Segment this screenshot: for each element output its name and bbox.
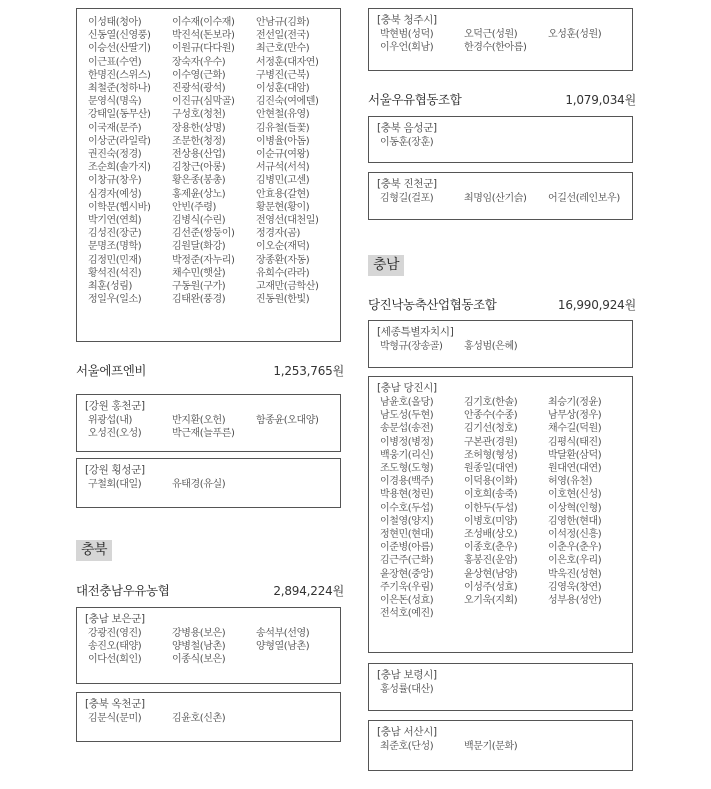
region-box-eumseong (368, 116, 633, 163)
name-entry: 이성태(청아) (88, 17, 142, 28)
name-entry: 이승선(산딸기) (88, 43, 151, 55)
name-entry: 안빈(주령) (172, 201, 217, 213)
name-entry: 김평식(태진) (548, 436, 602, 448)
company-amount: 1,253,765원 (273, 363, 344, 378)
name-entry: 김원달(화강) (172, 241, 226, 253)
region-title: [강원 홍천군] (85, 400, 145, 412)
name-entry: 송석부(선영) (256, 628, 310, 639)
name-grid (377, 136, 624, 149)
name-entry: 이은돈(성효) (380, 595, 434, 607)
name-entry: 원종일(대연) (464, 463, 518, 475)
name-entry: 박현범(성덕) (380, 29, 434, 40)
name-entry: 오성진(오성) (88, 428, 142, 440)
name-entry: 신동열(신영풍) (88, 30, 151, 42)
region-title: [충남 보은군] (85, 613, 145, 625)
name-entry: 황은종(봉총) (172, 175, 226, 187)
name-entry: 이국재(문주) (88, 122, 142, 134)
name-entry: 이창규(창우) (88, 175, 142, 187)
name-grid (377, 28, 624, 54)
name-entry: 안현철(유영) (256, 109, 310, 121)
region-box-dangjin (368, 376, 633, 653)
company-name: 서울에프엔비 (76, 363, 147, 378)
name-entry: 유희수(라라) (256, 267, 310, 279)
name-entry: 홍성률(대산) (380, 684, 434, 695)
name-entry: 이진규(심막골) (172, 96, 235, 108)
name-entry: 이호현(신성) (548, 489, 602, 501)
name-entry: 고재만(금학산) (256, 281, 319, 293)
region-badge: 충남 (368, 255, 404, 276)
name-grid (377, 192, 624, 205)
name-entry: 정일우(일소) (88, 294, 142, 306)
name-entry: 조순희(솔가지) (88, 162, 151, 174)
name-entry: 문영식(명옥) (88, 96, 142, 108)
name-entry: 안남규(김화) (256, 17, 310, 28)
name-entry: 진광석(광석) (172, 83, 226, 95)
name-entry: 황석진(석진) (88, 267, 142, 279)
company-name: 대전충남우유농협 (76, 583, 170, 598)
name-entry: 이경용(백주) (380, 476, 434, 488)
company-amount: 16,990,924원 (557, 297, 636, 312)
company-name: 서울우유협동조합 (368, 92, 462, 107)
name-grid (377, 396, 624, 620)
name-entry: 이상혁(인형) (548, 502, 602, 514)
name-entry: 백문기(문화) (464, 741, 518, 752)
name-entry: 문명조(명학) (88, 241, 142, 253)
name-entry: 채수길(덕원) (548, 423, 602, 435)
name-entry: 조성배(상오) (464, 529, 518, 541)
name-entry: 이종식(보은) (172, 654, 226, 666)
name-entry: 장숙자(우수) (172, 56, 226, 68)
name-entry: 반지환(오헌) (172, 415, 226, 426)
name-entry: 박욱진(성현) (548, 568, 602, 580)
name-entry: 강태일(동무산) (88, 109, 151, 121)
name-entry: 심경자(예성) (88, 188, 142, 200)
name-entry: 서규석(서석) (256, 162, 310, 174)
region-title: [충남 서산시] (377, 726, 437, 738)
name-entry: 김태완(풍경) (172, 294, 226, 306)
name-entry: 김창근(아롱) (172, 162, 226, 174)
region-title: [강원 횡성군] (85, 464, 145, 476)
name-grid (85, 414, 332, 440)
name-entry: 김문식(문미) (88, 713, 142, 724)
name-entry: 채수민(햇살) (172, 267, 226, 279)
name-entry: 박달환(삼덕) (548, 449, 602, 461)
company-amount: 2,894,224원 (273, 583, 344, 598)
name-entry: 전석호(예진) (380, 608, 434, 620)
name-entry: 이다선(회인) (88, 654, 142, 666)
name-entry: 권진숙(정경) (88, 149, 142, 161)
name-entry: 홍봉진(운암) (464, 555, 518, 567)
name-entry: 박용현(청린) (380, 489, 434, 501)
name-entry: 이성훈(대암) (256, 83, 310, 95)
region-box-hoengseong (76, 458, 341, 508)
name-entry: 윤장현(중앙) (380, 568, 434, 580)
region-badge: 충북 (76, 540, 112, 561)
name-entry: 최명임(산기슭) (464, 193, 527, 204)
name-entry: 이우언(회남) (380, 42, 434, 54)
region-box-seosan (368, 720, 633, 771)
name-grid (377, 683, 624, 696)
region-box-sejong (368, 320, 633, 368)
name-entry: 이철영(양지) (380, 515, 434, 527)
name-entry: 전영선(대천일) (256, 215, 319, 227)
name-grid (377, 740, 624, 753)
region-box-jincheon (368, 172, 633, 220)
region-title: [충북 옥천군] (85, 698, 145, 710)
name-entry: 김기선(청호) (464, 423, 518, 435)
name-entry: 전선일(전국) (256, 30, 310, 42)
name-entry: 성부용(성안) (548, 595, 602, 607)
name-entry: 홍제윤(상노) (172, 188, 226, 200)
name-entry: 위광섭(내) (88, 415, 133, 426)
region-box-cheongju (368, 8, 633, 71)
name-entry: 박근재(늘푸른) (172, 428, 235, 440)
company-amount: 1,079,034원 (565, 92, 636, 107)
region-title: [세종특별자치시] (377, 326, 454, 338)
name-entry: 최준호(단성) (380, 741, 434, 752)
name-entry: 박기연(연희) (88, 215, 142, 227)
region-title: [충북 진천군] (377, 178, 437, 190)
name-entry: 백웅기(리신) (380, 449, 434, 461)
name-entry: 안종수(수종) (464, 410, 518, 422)
company-heading (368, 90, 636, 108)
name-entry: 주기욱(우림) (380, 581, 434, 593)
name-entry: 이은호(우리) (548, 555, 602, 567)
name-entry: 이호희(송죽) (464, 489, 518, 501)
name-entry: 이병정(병정) (380, 436, 434, 448)
name-entry: 서정훈(대자연) (256, 56, 319, 68)
name-entry: 김기호(한솔) (464, 397, 518, 408)
name-entry: 양병철(남촌) (172, 641, 226, 653)
name-entry: 이덕용(이화) (464, 476, 518, 488)
name-entry: 이동훈(장훈) (380, 137, 434, 148)
name-entry: 김병민(고센) (256, 175, 310, 187)
name-grid (85, 16, 332, 306)
name-entry: 구철회(대일) (88, 479, 142, 490)
name-entry: 구병진(근북) (256, 69, 310, 81)
name-entry: 이수재(이수재) (172, 17, 235, 28)
name-entry: 구동원(구가) (172, 281, 226, 293)
name-entry: 김영한(현대) (548, 515, 602, 527)
company-name: 당진낙농축산업협동조합 (368, 297, 497, 312)
name-entry: 구본관(경원) (464, 436, 518, 448)
name-entry: 김유철(들꽃) (256, 122, 310, 134)
name-entry: 정경자(곰) (256, 228, 301, 240)
name-entry: 김진숙(여에덴) (256, 96, 319, 108)
name-entry: 안효용(갈현) (256, 188, 310, 200)
name-entry: 장종환(자동) (256, 254, 310, 266)
name-entry: 이근표(수연) (88, 56, 142, 68)
name-entry: 함종윤(오대양) (256, 415, 319, 426)
region-box-hongcheon (76, 394, 341, 452)
name-entry: 김영욱(창연) (548, 581, 602, 593)
region-title: [충남 당진시] (377, 382, 437, 394)
name-entry: 이순규(여왕) (256, 149, 310, 161)
name-entry: 오덕근(성원) (464, 29, 518, 40)
name-entry: 남무상(정우) (548, 410, 602, 422)
name-entry: 홍성범(은혜) (464, 341, 518, 352)
name-entry: 최철준(청하나) (88, 83, 151, 95)
name-entry: 이오순(재덕) (256, 241, 310, 253)
name-grid (85, 712, 332, 725)
name-entry: 정현민(현대) (380, 529, 434, 541)
name-entry: 강병용(보은) (172, 628, 226, 639)
name-entry: 송문섭(송전) (380, 423, 434, 435)
name-entry: 김형길(걸포) (380, 193, 434, 204)
name-entry: 조허형(형성) (464, 449, 518, 461)
name-entry: 김성진(장군) (88, 228, 142, 240)
name-entry: 윤상현(남양) (464, 568, 518, 580)
name-box-main (76, 8, 341, 342)
name-entry: 이병호(미양) (464, 515, 518, 527)
name-entry: 박정준(자누리) (172, 254, 235, 266)
name-entry: 박형규(장송골) (380, 341, 443, 352)
name-entry: 양형열(남촌) (256, 641, 310, 653)
name-entry: 김윤호(신촌) (172, 713, 226, 724)
name-entry: 김근주(근화) (380, 555, 434, 567)
name-entry: 이상군(라일락) (88, 135, 151, 147)
name-entry: 이원규(다다원) (172, 43, 235, 55)
name-entry: 박진석(돈보라) (172, 30, 235, 42)
name-entry: 이병율(아돔) (256, 135, 310, 147)
name-entry: 최근호(만수) (256, 43, 310, 55)
name-entry: 이한두(두섭) (464, 502, 518, 514)
name-entry: 최승기(정윤) (548, 397, 602, 408)
name-entry: 황문현(황이) (256, 201, 310, 213)
region-box-okcheon (76, 692, 341, 742)
name-entry: 한경수(한아름) (464, 42, 527, 54)
region-box-boeun (76, 607, 341, 684)
name-entry: 이성주(성효) (464, 581, 518, 593)
name-entry: 조문한(청정) (172, 135, 226, 147)
company-heading (368, 295, 636, 313)
name-entry: 원대연(대연) (548, 463, 602, 475)
name-entry: 조도형(도형) (380, 463, 434, 475)
name-entry: 허영(유천) (548, 476, 593, 488)
name-entry: 이준병(아름) (380, 542, 434, 554)
name-entry: 남도성(두현) (380, 410, 434, 422)
name-entry: 이학문(헵시바) (88, 201, 151, 213)
name-entry: 오성훈(성원) (548, 29, 602, 40)
name-grid (85, 478, 332, 491)
name-entry: 한명진(스위스) (88, 69, 151, 81)
name-entry: 송진오(태양) (88, 641, 142, 653)
name-grid (85, 627, 332, 667)
name-grid (377, 340, 624, 353)
name-entry: 최훈(성림) (88, 281, 133, 293)
name-entry: 강광진(영진) (88, 628, 142, 639)
region-title: [충남 보령시] (377, 669, 437, 681)
company-heading (76, 581, 344, 599)
name-entry: 어길선(레인보우) (548, 193, 620, 204)
company-heading (76, 361, 344, 379)
name-entry: 김선준(쌍둥이) (172, 228, 235, 240)
name-entry: 오기욱(지회) (464, 595, 518, 607)
name-entry: 유태경(유실) (172, 479, 226, 490)
name-entry: 이춘우(춘우) (548, 542, 602, 554)
name-entry: 구성호(청천) (172, 109, 226, 121)
name-entry: 김병식(수린) (172, 215, 226, 227)
name-entry: 장용한(상명) (172, 122, 226, 134)
name-entry: 김정민(민재) (88, 254, 142, 266)
region-title: [충북 청주시] (377, 14, 437, 26)
name-entry: 이수호(두섭) (380, 502, 434, 514)
name-entry: 이석정(신흥) (548, 529, 602, 541)
name-entry: 전상용(산업) (172, 149, 226, 161)
region-box-boryeong (368, 663, 633, 711)
region-title: [충북 음성군] (377, 122, 437, 134)
name-entry: 이종호(춘우) (464, 542, 518, 554)
name-entry: 남윤호(올당) (380, 397, 434, 408)
name-entry: 이수영(근화) (172, 69, 226, 81)
name-entry: 진동원(한빛) (256, 294, 310, 306)
